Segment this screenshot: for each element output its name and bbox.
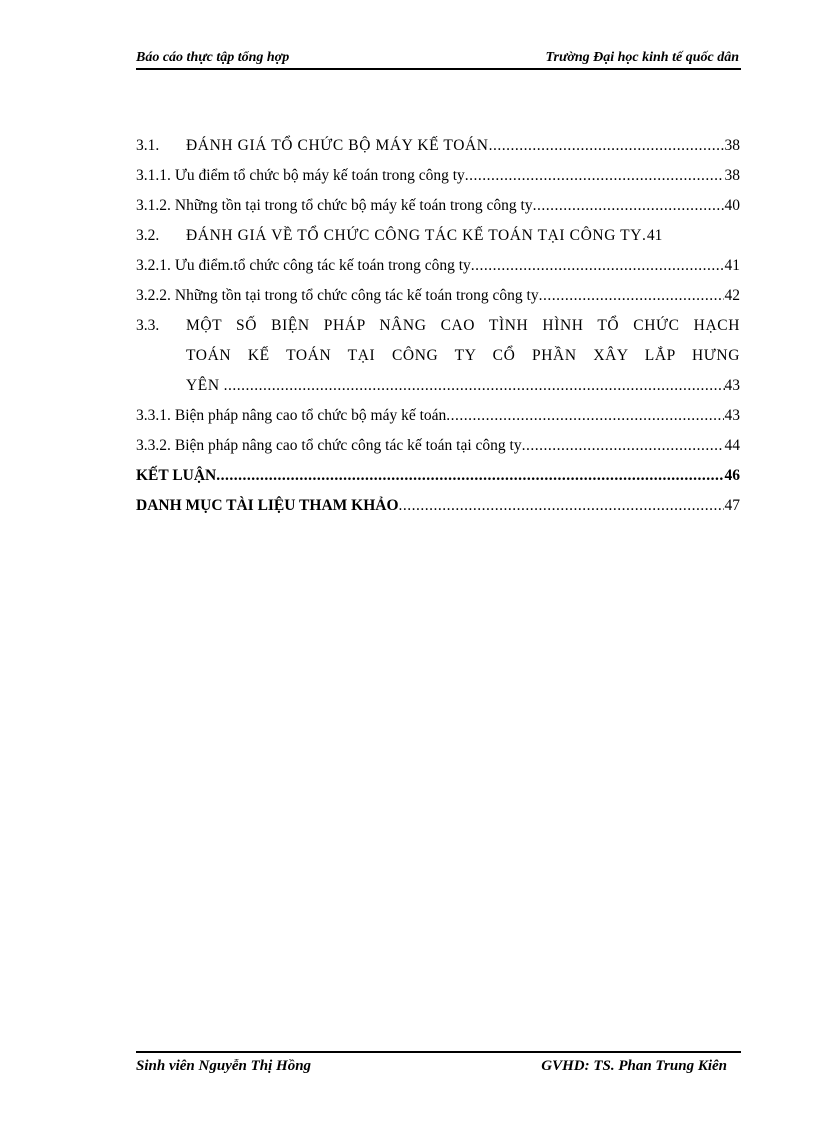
header-report-title: Báo cáo thực tập tổng hợp — [136, 50, 290, 65]
toc-entry-title: Những tồn tại trong tổ chức công tác kế toán trong công ty — [174, 287, 539, 304]
toc-entry-title: Biện pháp nâng cao tổ chức bộ máy kế toán — [174, 407, 447, 424]
toc-entry-separator: . — [642, 227, 646, 244]
toc-entry-3-3-1[interactable] — [136, 401, 740, 431]
toc-entry-3-3[interactable] — [136, 311, 740, 401]
toc-entry-page: 41 — [646, 227, 663, 244]
table-of-contents — [136, 131, 740, 521]
toc-entry-3-1[interactable] — [136, 131, 740, 161]
toc-leader-dots — [220, 371, 725, 401]
toc-entry-title: ĐÁNH GIÁ TỔ CHỨC BỘ MÁY KẾ TOÁN — [186, 137, 489, 154]
toc-entry-title-line-1: MỘT SỐ BIỆN PHÁP NÂNG CAO TÌNH HÌNH TỔ CHỨC HẠCH — [186, 317, 740, 334]
toc-entry-conclusion[interactable] — [136, 461, 740, 491]
toc-entry-title-line-2: TOÁN KẾ TOÁN TẠI CÔNG TY CỔ PHẦN XÂY LẮP HƯNG — [186, 347, 740, 364]
toc-leader-dots — [216, 461, 723, 491]
footer-student-name: Sinh viên Nguyễn Thị Hồng — [136, 1058, 312, 1074]
toc-leader-dots — [399, 491, 724, 521]
toc-entry-number: 3.3. — [136, 317, 160, 334]
toc-entry-page: 43 — [724, 407, 740, 424]
toc-leader-dots — [446, 401, 723, 431]
toc-entry-title: Biện pháp nâng cao tổ chức công tác kế toán tại công ty — [174, 437, 522, 454]
toc-entry-3-3-2[interactable] — [136, 431, 740, 461]
toc-entry-page: 42 — [724, 287, 740, 304]
toc-entry-number: 3.2.1. — [136, 257, 171, 274]
toc-leader-dots — [489, 131, 724, 161]
toc-leader-dots — [465, 161, 724, 191]
page-footer — [136, 1051, 741, 1079]
toc-entry-page: 41 — [724, 257, 740, 274]
toc-entry-3-1-1[interactable] — [136, 161, 740, 191]
toc-entry-page: 44 — [724, 437, 740, 454]
toc-entry-3-1-2[interactable] — [136, 191, 740, 221]
toc-entry-page: 46 — [724, 467, 740, 484]
toc-entry-number: 3.2. — [136, 227, 160, 244]
toc-entry-3-2-1[interactable] — [136, 251, 740, 281]
toc-entry-number: 3.1.1. — [136, 167, 171, 184]
toc-entry-title: Những tồn tại trong tổ chức bộ máy kế toán trong công ty — [174, 197, 533, 214]
toc-entry-number: 3.1. — [136, 137, 160, 154]
toc-entry-title-line-3: YÊN — [186, 377, 220, 394]
toc-entry-title: Ưu điểm tổ chức bộ máy kế toán trong công ty — [174, 167, 465, 184]
toc-entry-page: 38 — [724, 167, 740, 184]
toc-entry-title: ĐÁNH GIÁ VỀ TỔ CHỨC CÔNG TÁC KẾ TOÁN TẠI CÔNG TY — [186, 227, 643, 244]
toc-entry-references[interactable] — [136, 491, 740, 521]
toc-entry-number: 3.2.2. — [136, 287, 171, 304]
toc-leader-dots — [471, 251, 724, 281]
toc-entry-title: Ưu điểm.tổ chức công tác kế toán trong công ty — [174, 257, 471, 274]
toc-entry-page: 40 — [724, 197, 740, 214]
toc-entry-number: 3.1.2. — [136, 197, 171, 214]
toc-leader-dots — [539, 281, 724, 311]
toc-entry-number: 3.3.1. — [136, 407, 171, 424]
toc-entry-3-2-2[interactable] — [136, 281, 740, 311]
toc-entry-title: KẾT LUẬN — [136, 467, 217, 484]
toc-entry-3-2[interactable] — [136, 221, 740, 251]
toc-entry-page: 43 — [724, 377, 740, 394]
toc-entry-page: 47 — [724, 497, 740, 514]
toc-entry-title: DANH MỤC TÀI LIỆU THAM KHẢO — [136, 497, 399, 514]
toc-entry-number: 3.3.2. — [136, 437, 171, 454]
toc-entry-page: 38 — [724, 137, 740, 154]
toc-leader-dots — [533, 191, 724, 221]
page-header — [136, 48, 741, 70]
footer-supervisor: GVHD: TS. Phan Trung Kiên — [541, 1058, 727, 1074]
toc-leader-dots — [522, 431, 724, 461]
header-university: Trường Đại học kinh tế quốc dân — [545, 50, 739, 65]
